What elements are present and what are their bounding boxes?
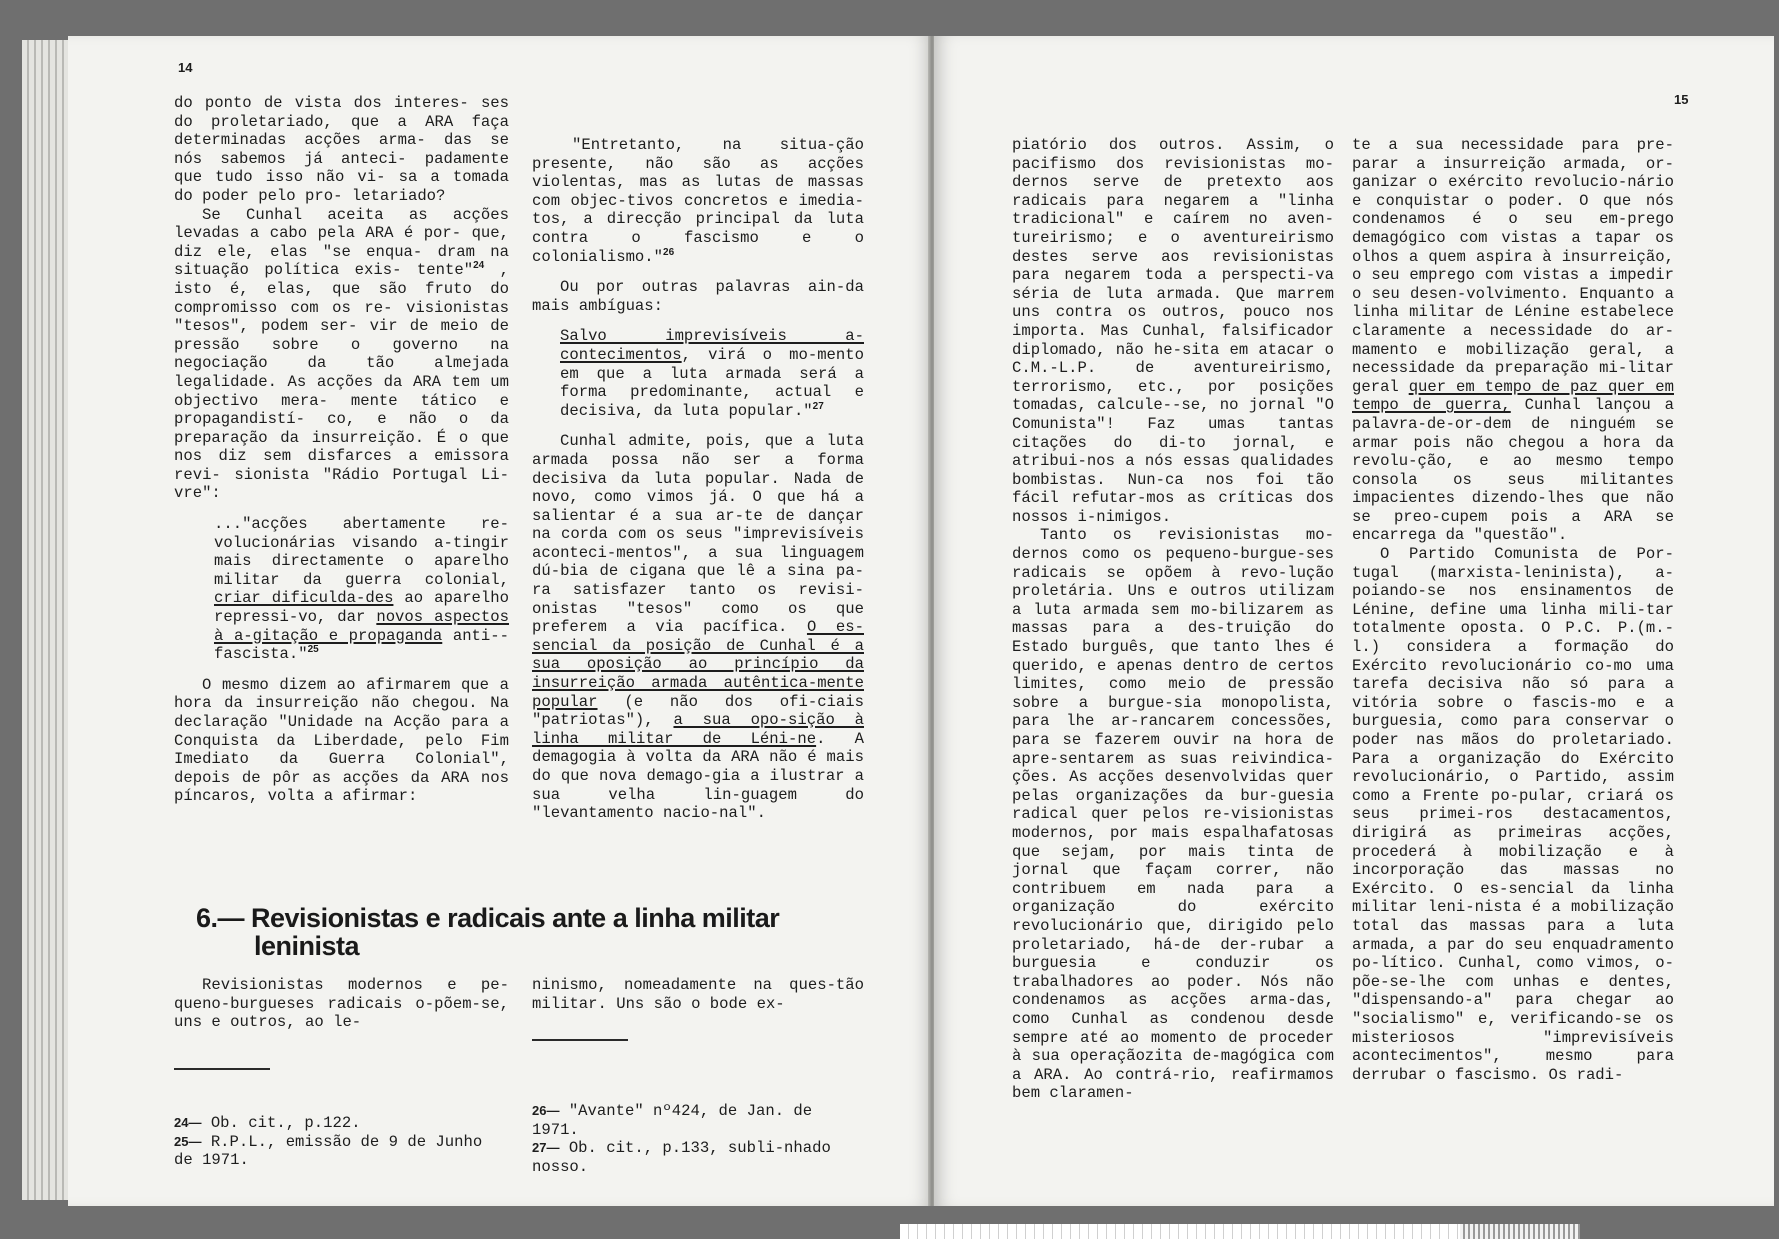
- footnote-ref-24: 24: [473, 260, 485, 272]
- footnote-ref-26: 26: [663, 246, 675, 258]
- section-heading: 6.— Revisionistas e radicais ante a linha militar leninista: [196, 903, 780, 961]
- left-page: [68, 36, 932, 1206]
- footnotes-right: [532, 1102, 864, 1176]
- paragraph-2: Se Cunhal aceita as acções levadas a cabo pela ARA é por- que, diz ele, elas "se enqua- dram na situação política exis- tente"$^{24}$ , isto é, elas, que são fruto do compromisso com os re- visionistas "tesos", podem ser- vir de meio de pressão sobre o governo na negociação da tão almejada legalidade. As acções da ARA tem um objectivo mera- mente tático e propagandistí- co, e não o da preparação da insurreição. É o que nos diz sem disfarces a emissora revi- sionista "Rádio Portugal Li- vre":: [174, 205, 510, 503]
- quote-3: Salvo imprevisíveis a-contecimentos, virá o mo-mento em que a luta armada será a forma predominante, actual e decisiva, da luta popular."$^{27}$: [560, 327, 864, 420]
- paragraph-5: Cunhal admite, pois, que a luta armada possa não ser a forma decisiva da luta popular. Nada de novo, como vimos já. O que há a salientar é a sua ar-te de dançar na corda com os seus "imprevisíveis aconteci-mentos", a sua linguagem dú-bia de cigana que lê a sina pa-ra satisfazer tanto os revisi-onistas "tesos" como os que preferem a via pacífica. O es-sencial da posição de Cunhal é a sua oposição ao princípio da insurreição armada autêntica-mente popular (e não dos ofi-ciais "patriotas"), a sua opo-sição à linha militar de Léni-ne. A demagogia à volta da ARA não é mais do que nova demago-gia a ilustrar a sua velha lin-guagem do "levantamento nacio-nal".: [532, 432, 864, 823]
- open-book: [22, 36, 1767, 1206]
- right-page: [934, 36, 1774, 1206]
- page-number-left: 14: [178, 60, 193, 75]
- paragraph-9: O Partido Comunista de Por-tugal (marxista-leninista), a-poiando-se nos ensinamentos de Lénine, define uma linha mili-tar totalmente oposta. O P.C. P.(m.-l.) considera a formação do Exército revolucionário co-mo uma tarefa decisiva não só para a vitória sobre o fascis-mo e a burguesia, como para conservar o poder nas mãos do proletariado. Para a organização do Exército revolucionário, o Partido, assim como a Frente po-pular, criará os seus primei-ros destacamentos, dirigirá as primeiras acções, procederá à mobilização e à incorporação das massas no Exército. O es-sencial da linha militar leni-nista é a mobilização total das massas para a luta armada, a par do seu enquadramento po-lítico. Cunhal, como vimos, o-põe-se-lhe com unhas e dentes, "dispensando-a" para chegar ao "socialismo" e, verificando-se os misteriosos "imprevisíveis acontecimentos", mesmo para derrubar o fascismo. Os radi-: [1352, 545, 1674, 1084]
- paragraph-7: Tanto os revisionistas mo-dernos como os pequeno-burgue-ses radicais se opõem à revo-lução proletária. Uns e outros utilizam a luta armada sem mo-bilizarem as massas para a des-truição do Estado burguês, que tanto lhes é querido, e apenas dentro de certos limites, como meio de pressão sobre a burgue-sia monopolista, para lhe ar-rancarem concessões, para se fazerem ouvir na hora de apre-sentarem as suas reivindica-ções. As acções desenvolvidas quer pelas organizações da bur-guesia radical quer pelos re-visionistas modernos, por mais espalhafatosas que sejam, por mais tinta de jornal que façam correr, não contribuem em nada para a organização do exército revolucionário que, dirigido pelo proletariado, há-de der-rubar a burguesia e conduzir os trabalhadores ao poder. Nós não condenamos as acções arma-das, como Cunhal as condenou desde sempre até ao momento de proceder à sua operaçãozita de-magógica com a ARA. Ao contrá-rio, reafirmamos bem claramen-: [1012, 526, 1334, 1103]
- quote-2: "Entretanto, na situa-ção presente, não são as acções violentas, mas as lutas de massas com objec-tivos concretos e imedia-tos, a direcção principal da luta contra o fascismo e o colonialismo."$^{26}$: [532, 136, 864, 266]
- scan-ruler: [900, 1224, 1580, 1239]
- footnote-25: 25— R.P.L., emissão de 9 de Junho de 1971.: [174, 1132, 483, 1170]
- right-column-2: [1352, 136, 1674, 1084]
- page-edges: [22, 40, 70, 1200]
- section-column-1: Revisionistas modernos e pe-queno-burgueses radicais o-põem-se, uns e outros, ao le-: [174, 976, 509, 1032]
- block-quote-1: ..."acções abertamente re-volucionárias visando a-tingir mais directamente o aparelho militar da guerra colonial, criar dificulda-des ao aparelho repressi-vo, dar novos aspectos à a-gitação e propaganda anti--fascista."$^{25}$: [214, 515, 509, 664]
- footnote-ref-27: 27: [812, 400, 824, 412]
- left-column-1: [174, 94, 509, 806]
- footnote-26: 26— "Avante" nº424, de Jan. de 1971.: [532, 1102, 813, 1139]
- paragraph-3: O mesmo dizem ao afirmarem que a hora da insurreição não chegou. Na declaração "Unidade na Acção para a Conquista da Liberdade, pelo Fim Imediato da Guerra Colonial", depois de pôr as acções da ARA nos píncaros, volta a afirmar:: [174, 675, 509, 806]
- footnotes-left: [174, 1114, 509, 1170]
- footnote-27: 27— Ob. cit., p.133, subli-nhado nosso.: [532, 1139, 831, 1176]
- footnote-rule-left: [174, 1068, 270, 1070]
- footnote-24: 24— Ob. cit., p.122.: [174, 1114, 361, 1132]
- paragraph-4: Ou por outras palavras ain-da mais ambíguas:: [532, 278, 864, 315]
- right-column-1: [1012, 136, 1334, 1103]
- left-column-2: [532, 136, 864, 823]
- section-column-2: ninismo, nomeadamente na ques-tão militar. Uns são o bode ex-: [532, 976, 864, 1013]
- footnote-rule-right: [532, 1039, 628, 1041]
- page-number-right: 15: [1674, 92, 1689, 107]
- paragraph-6: piatório dos outros. Assim, o pacifismo dos revisionistas mo-dernos serve de pretexto aos radicais para negarem a "linha tradicional" e caírem no aven-tureirismo; e o aventureirismo destes serve aos revisionistas para negarem toda a perspecti-va séria de luta armada. Que marrem uns contra os outros, pouco nos importa. Mas Cunhal, falsificador diplomado, não he-sita em atacar o C.M.-L.P. de aventureirismo, terrorismo, etc., por posições tomadas, calcule--se, no jornal "O Comunista"! Faz umas tantas citações do di-to jornal, e atribui-nos a nós essas qualidades bombistas. Nun-ca nos foi tão fácil refutar-mos as críticas dos nossos i-nimigos.: [1012, 136, 1334, 526]
- footnote-ref-25: 25: [307, 644, 319, 656]
- paragraph-1: do ponto de vista dos interes- ses do proletariado, que a ARA faça determinadas acções arma- das se nós sabemos já anteci- padamente que tudo isso não vi- sa a tomada do poder pelo pro- letariado?: [174, 94, 510, 205]
- paragraph-8: te a sua necessidade para pre-parar a insurreição armada, or-ganizar o exército revolucio-nário e conquistar o poder. O que nós condenamos é o seu em-prego demagógico com vistas a tapar os olhos a quem aspira à insurreição, o seu emprego com vistas a impedir o seu desen-volvimento. Enquanto a linha militar de Lénine estabelece claramente a necessidade do ar-mamento e mobilização geral, a necessidade da preparação mi-litar geral quer em tempo de paz quer em tempo de guerra, Cunhal lançou a palavra-de-or-dem de ninguém se armar pois não chegou a hora da revolu-ção, e ao mesmo tempo consola os seus militantes impacientes dizendo-lhes que não se preo-cupem pois a ARA se encarrega da "questão".: [1352, 136, 1674, 545]
